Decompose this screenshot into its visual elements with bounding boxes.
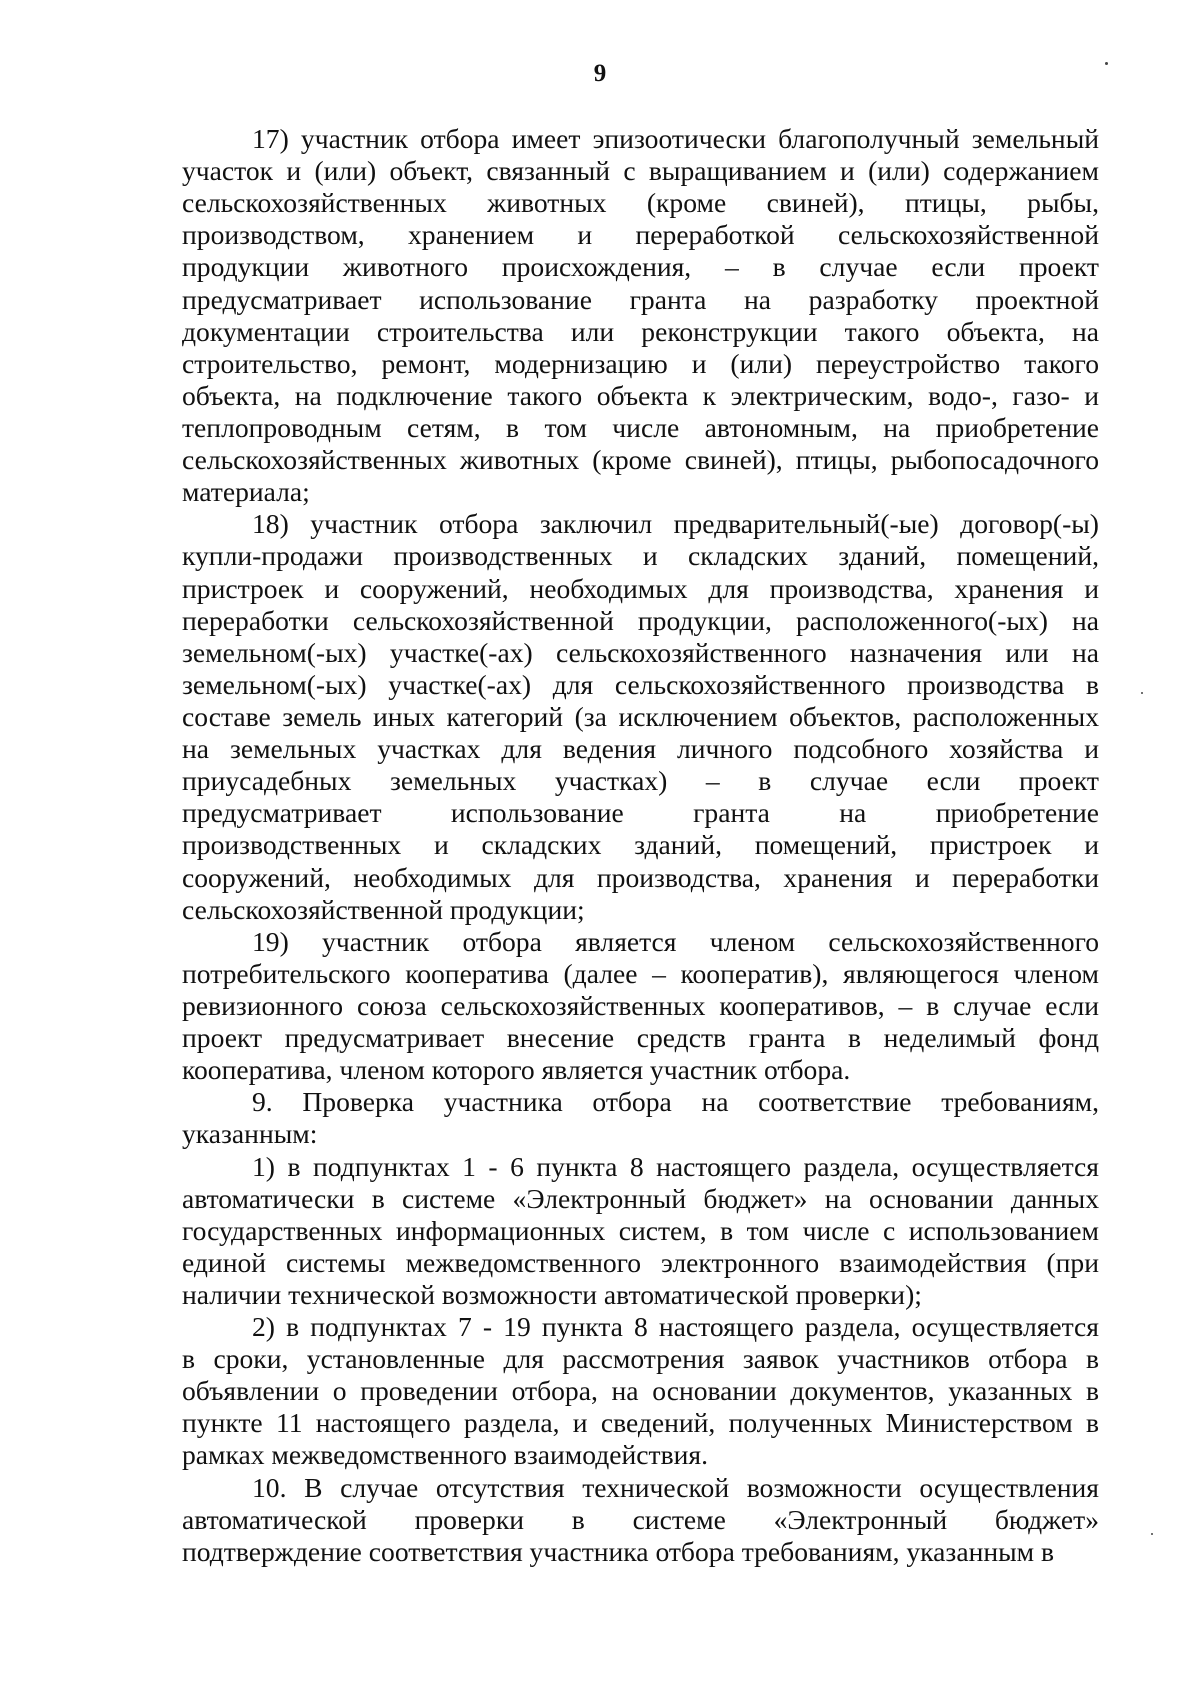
scan-speck xyxy=(1141,692,1143,694)
text-line: документации строительства или реконструкции такого объекта, на xyxy=(182,315,1099,347)
text-line: продукции животного происхождения, – в случае если проект xyxy=(182,251,1099,283)
paragraph xyxy=(182,1472,1099,1568)
text-line: автоматически в системе «Электронный бюджет» на основании данных xyxy=(182,1182,1099,1214)
paragraph xyxy=(182,1311,1099,1472)
text-line: на земельных участках для ведения личного подсобного хозяйства и xyxy=(182,733,1099,765)
document-body xyxy=(182,123,1099,1568)
text-line: государственных информационных систем, в том числе с использованием xyxy=(182,1214,1099,1246)
text-line: сельскохозяйственных животных (кроме свиней), птицы, рыбопосадочного xyxy=(182,444,1099,476)
text-line: земельном(-ых) участке(-ах) сельскохозяйственного назначения или на xyxy=(182,636,1099,668)
text-line: теплопроводным сетям, в том числе автономным, на приобретение xyxy=(182,411,1099,443)
paragraph xyxy=(182,1086,1099,1150)
text-line: сельскохозяйственной продукции; xyxy=(182,893,585,925)
paragraph xyxy=(182,1151,1099,1312)
text-line: автоматической проверки в системе «Электронный бюджет» xyxy=(182,1503,1099,1535)
text-line: объекта, на подключение такого объекта к электрическим, водо-, газо- и xyxy=(182,379,1099,411)
text-line: производственных и складских зданий, помещений, пристроек и xyxy=(182,829,1099,861)
text-line: объявлении о проведении отбора, на основании документов, указанных в xyxy=(182,1375,1099,1407)
text-line: сельскохозяйственных животных (кроме свиней), птицы, рыбы, xyxy=(182,187,1099,219)
paragraph xyxy=(182,926,1099,1087)
text-line: ревизионного союза сельскохозяйственных кооперативов, – в случае если xyxy=(182,989,1099,1021)
text-line: подтверждение соответствия участника отбора требованиям, указанным в xyxy=(182,1535,1055,1567)
scan-speck xyxy=(1105,62,1108,65)
text-line: материала; xyxy=(182,476,310,508)
text-line: производством, хранением и переработкой сельскохозяйственной xyxy=(182,219,1099,251)
text-line: предусматривает использование гранта на приобретение xyxy=(182,797,1099,829)
text-line: 2) в подпунктах 7 - 19 пункта 8 настоящего раздела, осуществляется xyxy=(252,1311,1099,1343)
text-line: 1) в подпунктах 1 - 6 пункта 8 настоящего раздела, осуществляется xyxy=(252,1150,1099,1182)
text-line: строительство, ремонт, модернизацию и (или) переустройство такого xyxy=(182,347,1099,379)
text-line: купли-продажи производственных и складских зданий, помещений, xyxy=(182,540,1099,572)
text-line: 10. В случае отсутствия технической возможности осуществления xyxy=(252,1471,1099,1503)
scan-speck xyxy=(1151,1533,1153,1535)
paragraph xyxy=(182,508,1099,925)
text-line: пункте 11 настоящего раздела, и сведений, полученных Министерством в xyxy=(182,1407,1099,1439)
text-line: 9. Проверка участника отбора на соответствие требованиям, xyxy=(252,1086,1099,1118)
text-line: приусадебных земельных участках) – в случае если проект xyxy=(182,765,1099,797)
text-line: кооператива, членом которого является участник отбора. xyxy=(182,1054,851,1086)
page-number: 9 xyxy=(593,60,607,87)
text-line: сооружений, необходимых для производства, хранения и переработки xyxy=(182,861,1099,893)
text-line: участок и (или) объект, связанный с выращиванием и (или) содержанием xyxy=(182,155,1099,187)
text-line: 17) участник отбора имеет эпизоотически благополучный земельный xyxy=(252,123,1099,154)
text-line: 18) участник отбора заключил предварительный(-ые) договор(-ы) xyxy=(252,508,1099,540)
text-line: земельном(-ых) участке(-ах) для сельскохозяйственного производства в xyxy=(182,668,1099,700)
text-line: пристроек и сооружений, необходимых для производства, хранения и xyxy=(182,572,1099,604)
text-line: наличии технической возможности автоматической проверки); xyxy=(182,1278,922,1310)
text-line: потребительского кооператива (далее – кооператив), являющегося членом xyxy=(182,957,1099,989)
text-line: единой системы межведомственного электронного взаимодействия (при xyxy=(182,1246,1099,1278)
text-line: проект предусматривает внесение средств гранта в неделимый фонд xyxy=(182,1022,1099,1054)
text-line: указанным: xyxy=(182,1118,318,1150)
text-line: предусматривает использование гранта на разработку проектной xyxy=(182,283,1099,315)
text-line: составе земель иных категорий (за исключением объектов, расположенных xyxy=(182,700,1099,732)
text-line: в сроки, установленные для рассмотрения заявок участников отбора в xyxy=(182,1343,1099,1375)
text-line: переработки сельскохозяйственной продукции, расположенного(-ых) на xyxy=(182,604,1099,636)
paragraph xyxy=(182,123,1099,508)
text-line: рамках межведомственного взаимодействия. xyxy=(182,1439,708,1471)
text-line: 19) участник отбора является членом сельскохозяйственного xyxy=(252,925,1099,957)
